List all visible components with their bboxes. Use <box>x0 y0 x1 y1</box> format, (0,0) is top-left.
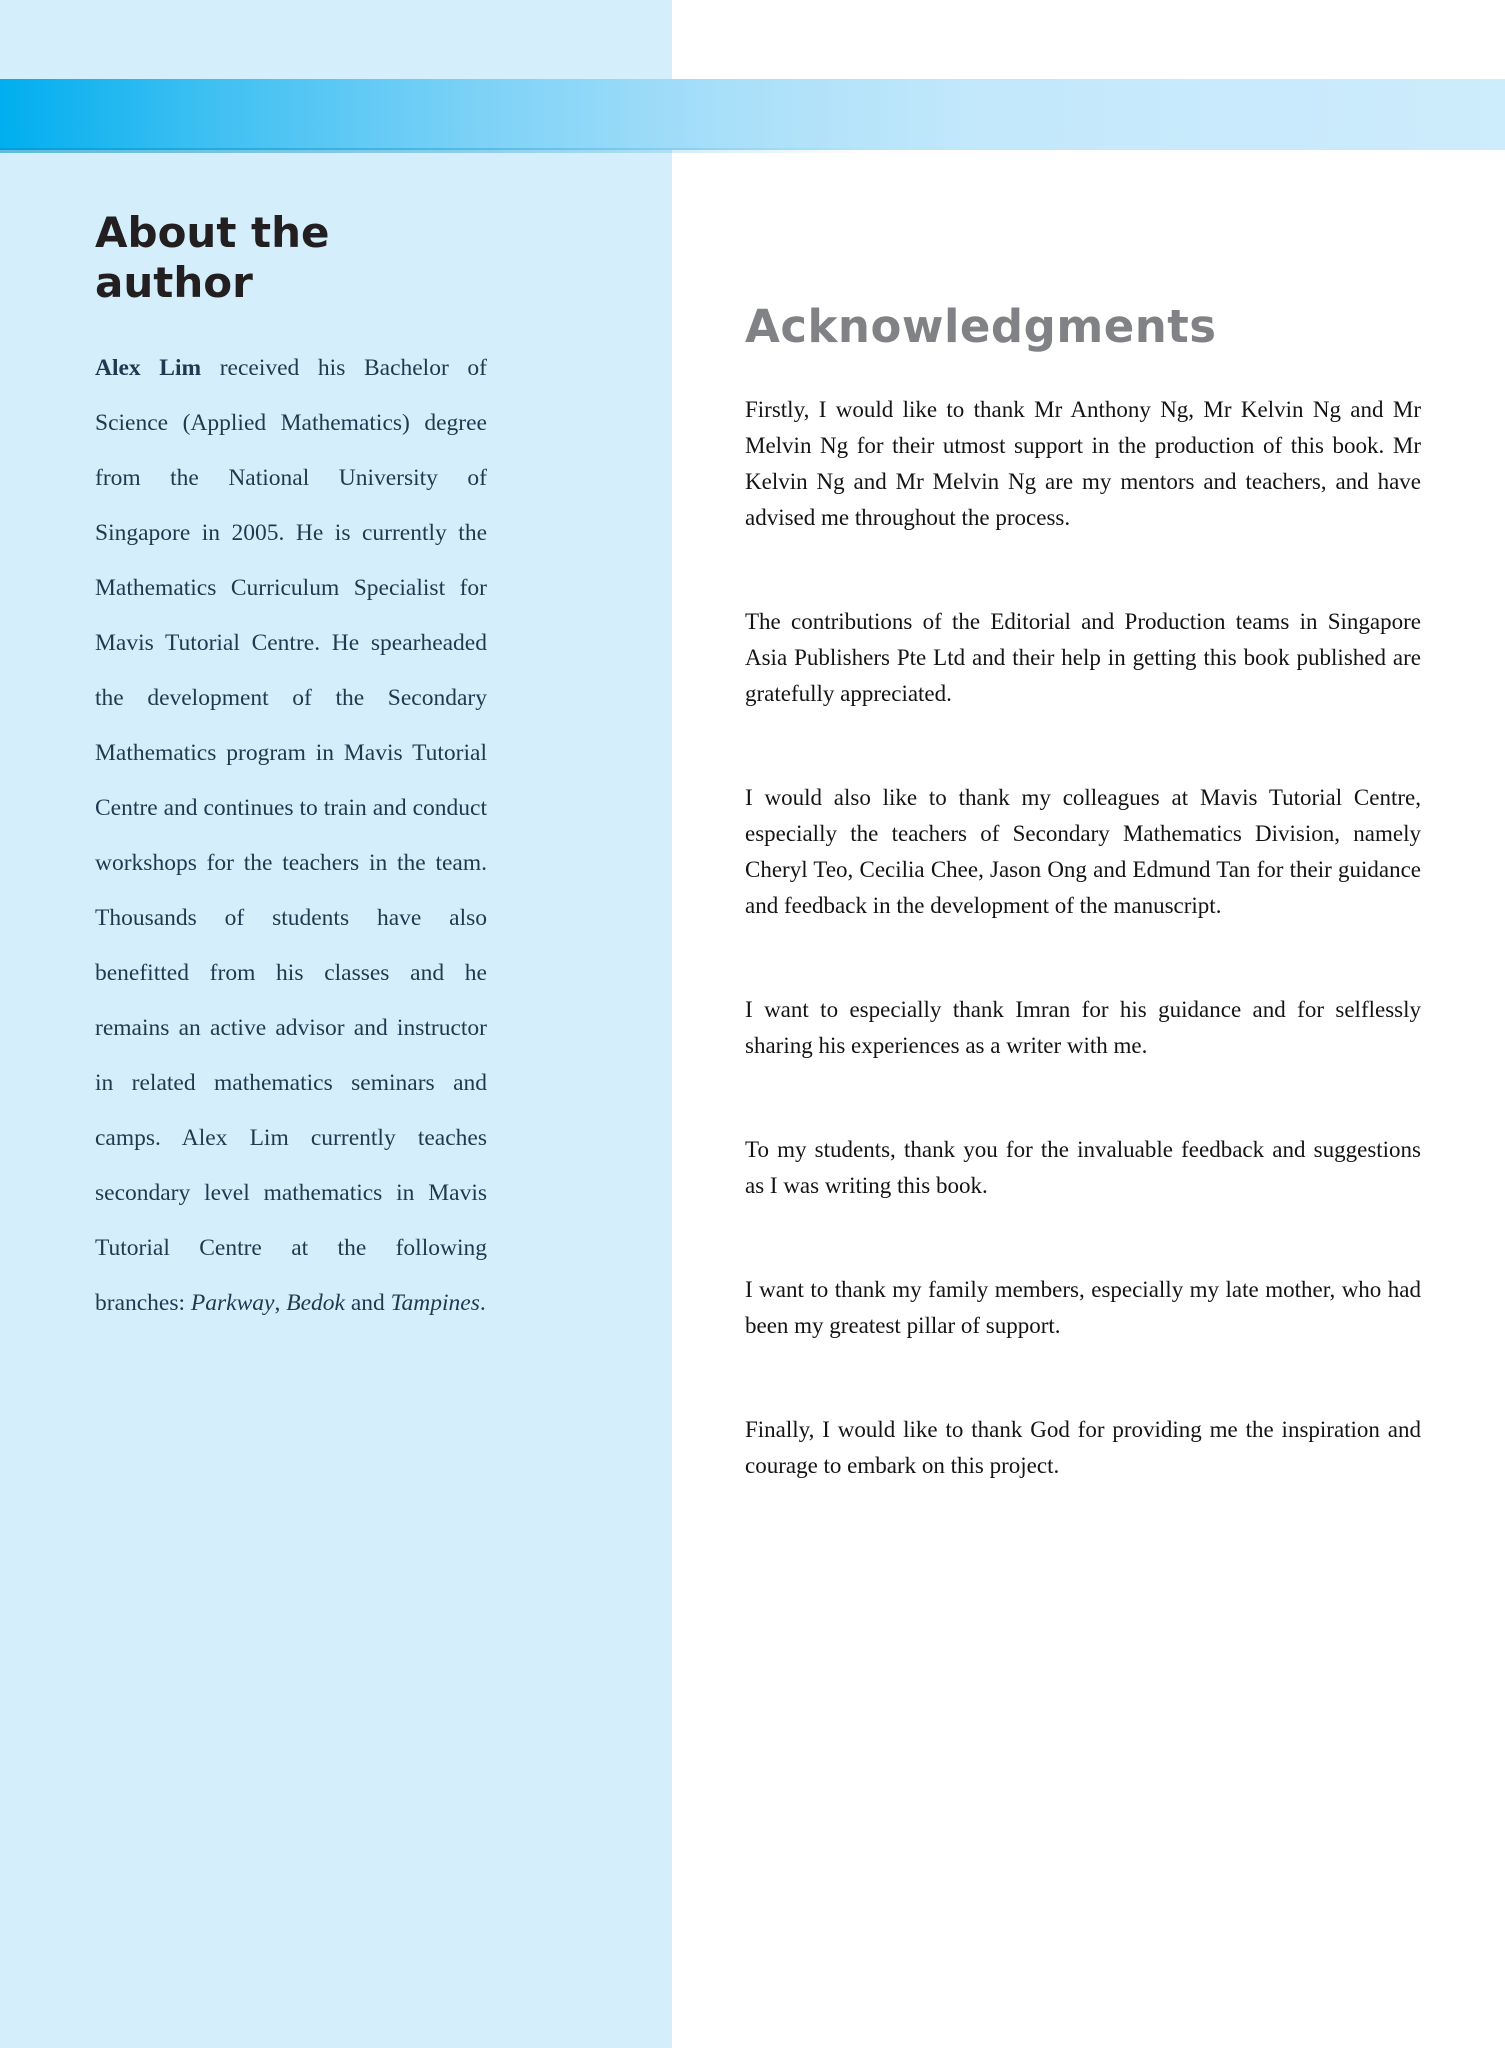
acknowledgments-paragraph: Finally, I would like to thank God for providing me the inspiration and courage to embark on this project. <box>745 1417 1421 1478</box>
acknowledgments-title: Acknowledgments <box>745 300 1217 353</box>
acknowledgments-section <box>745 300 1421 1484</box>
about-paragraph-segment: , <box>274 1289 287 1316</box>
acknowledgments-paragraph: I want to thank my family members, especially my late mother, who had been my greatest pillar of support. <box>745 1277 1421 1338</box>
about-paragraph-segment: Parkway <box>190 1289 275 1316</box>
acknowledgments-paragraph: Firstly, I would like to thank Mr Anthony Ng, Mr Kelvin Ng and Mr Melvin Ng for their utmost support in the production of this book. Mr Kelvin Ng and Mr Melvin Ng are my mentors and teachers, and have advised me throughout the process. <box>745 397 1421 530</box>
acknowledgments-paragraph: I want to especially thank Imran for his guidance and for selflessly sharing his experiences as a writer with me. <box>745 997 1421 1058</box>
about-paragraph-segment: Alex Lim <box>95 354 202 381</box>
about-paragraph-segment: received his Bachelor of Science (Applied Mathematics) degree from the National University of Singapore in 2005. He is currently the Mathematics Curriculum Specialist for Mavis Tutorial Centre. He spearheaded the development of the Secondary Mathematics program in Mavis Tutorial Centre and continues to train and conduct workshops for the teachers in the team. Thousands of students have also benefitted from his classes and he remains an active advisor and instructor in related mathematics seminars and camps. Alex Lim currently teaches secondary level mathematics in Mavis Tutorial Centre at the following branches: <box>95 354 487 1316</box>
about-paragraph-segment: . <box>479 1289 486 1316</box>
about-paragraph-segment: Tampines <box>390 1289 480 1316</box>
about-paragraph <box>95 341 487 1331</box>
about-paragraph-segment: and <box>344 1289 391 1316</box>
about-title: About the author <box>95 208 330 308</box>
top-gradient-band <box>0 79 1505 150</box>
acknowledgments-paragraph: To my students, thank you for the invaluable feedback and suggestions as I was writing this book. <box>745 1137 1421 1198</box>
about-the-author-section <box>95 208 487 1331</box>
acknowledgments-paragraph: I would also like to thank my colleagues at Mavis Tutorial Centre, especially the teachers of Secondary Mathematics Division, namely Cheryl Teo, Cecilia Chee, Jason Ong and Edmund Tan for their guidance and feedback in the development of the manuscript. <box>745 785 1421 918</box>
about-paragraph-segment: Bedok <box>286 1289 345 1316</box>
acknowledgments-paragraph: The contributions of the Editorial and Production teams in Singapore Asia Publishers Pte Ltd and their help in getting this book published are gratefully appreciated. <box>745 609 1421 706</box>
acknowledgments-paragraphs <box>745 392 1421 1484</box>
